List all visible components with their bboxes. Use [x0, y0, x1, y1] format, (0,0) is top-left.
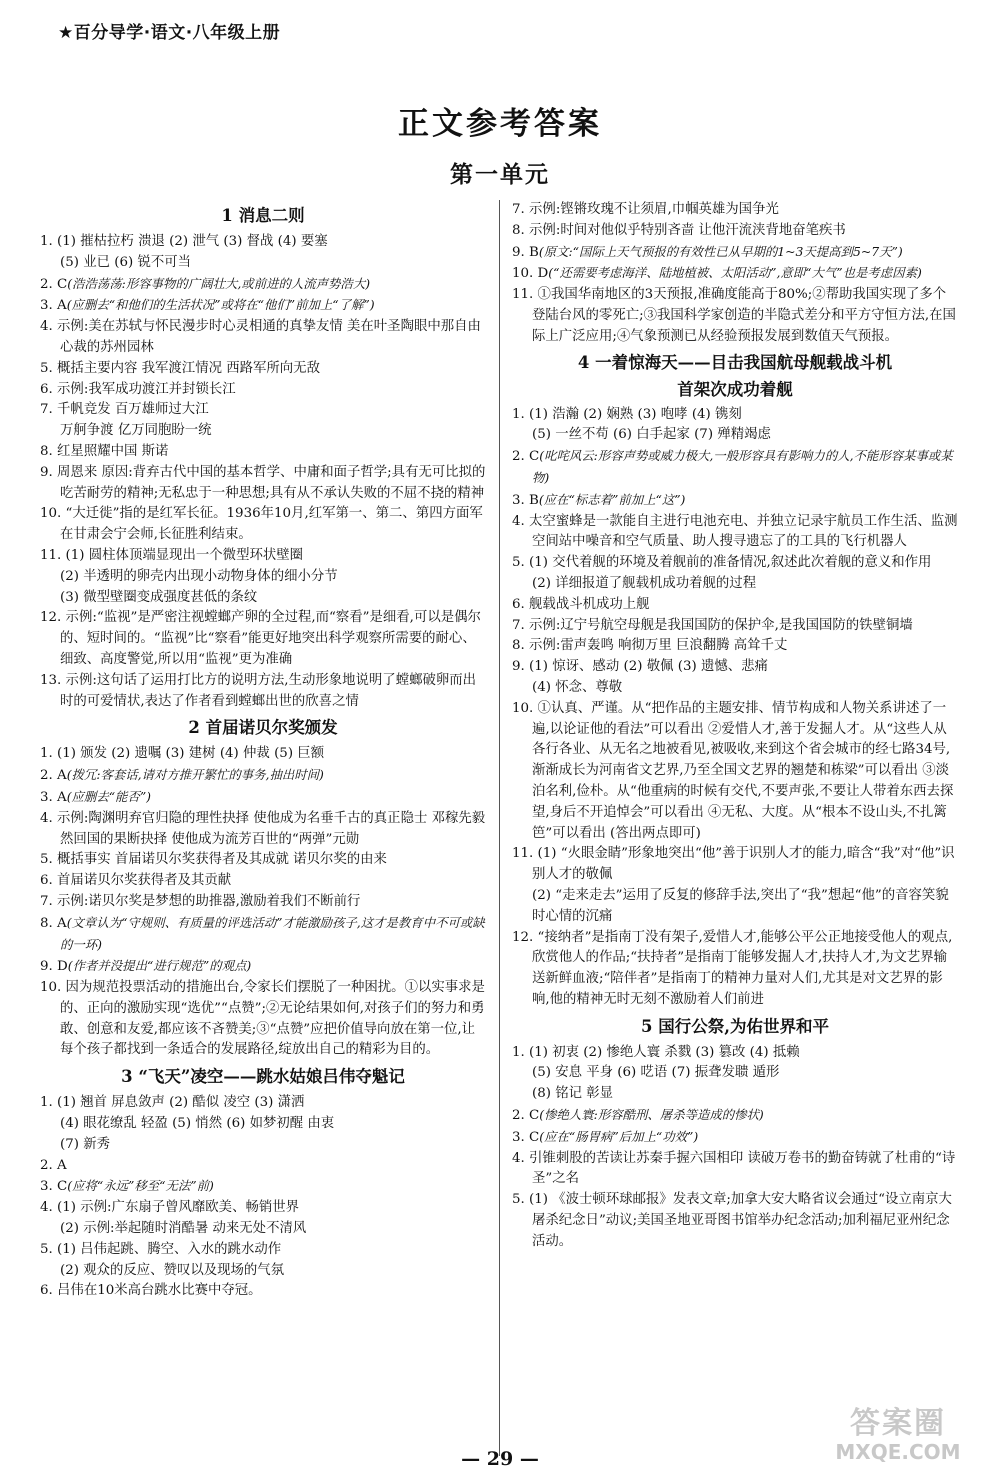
answer-item — [40, 1281, 486, 1302]
answer-text: 6. 舰载战斗机成功上舰 — [512, 596, 650, 612]
answer-text: 4 一着惊海天——目击我国航母舰载战斗机 — [577, 352, 893, 372]
answer-item — [40, 1240, 486, 1261]
answer-text: 5. (1) 交代着舰的环境及着舰前的准备情况,叙述此次着舰的意义和作用 — [512, 555, 932, 571]
answer-text: 4. 示例:美在苏轼与怀民漫步时心灵相通的真挚友情 美在叶圣陶眼中那自由心裁的苏州园林 — [40, 319, 481, 355]
answer-item — [40, 913, 486, 957]
answer-item — [40, 1156, 486, 1177]
answer-text: 13. 示例:这句话了运用打比方的说明方法,生动形象地说明了螳螂破卵而出时的可爱情状,表达了作者看到螳螂出世的欣喜之情 — [40, 672, 477, 709]
answer-text: 2. C — [512, 449, 540, 465]
answer-item — [512, 553, 958, 574]
answer-note: (拨冗:客套话,请对方推开繁忙的事务,抽出时间) — [66, 767, 324, 783]
answer-subline — [40, 588, 486, 609]
answer-text: 12. 示例:“监视”是严密注视螳螂产卵的全过程,而“察看”是细看,可以是偶尔的、短时间的。“监视”比“察看”能更好地突出科学观察所需要的耐心、细致、高度警觉,所以用“监视”更为准确 — [40, 610, 481, 667]
answer-item — [512, 595, 958, 616]
answer-text: 5. 概括主要内容 我军渡江情况 西路军所向无敌 — [40, 360, 320, 376]
answer-text: 11. (1) 圆柱体顶端显现出一个微型环状壁圈 — [40, 547, 304, 563]
answer-text: 7. 示例:铿锵玫瑰不让须眉,巾帼英雄为国争光 — [512, 202, 779, 217]
answer-text: 3. A — [40, 298, 67, 314]
answer-text: 2. C — [40, 276, 68, 292]
answer-text: 首架次成功着舰 — [677, 379, 793, 399]
answer-subline — [40, 1219, 486, 1240]
answer-item — [512, 405, 958, 426]
answer-text: 6. 首届诺贝尔奖获得者及其贡献 — [40, 873, 232, 889]
answer-item — [40, 1198, 486, 1219]
section-heading — [512, 378, 958, 402]
answer-item — [40, 608, 486, 670]
answer-text: (8) 铭记 彰显 — [532, 1086, 614, 1102]
left-column — [40, 200, 486, 1302]
answer-text: 10. D — [512, 266, 549, 282]
answer-text: 3. C — [40, 1179, 68, 1195]
answer-item — [512, 844, 958, 886]
answer-text: 1. (1) 初衷 (2) 惨绝人寰 杀戮 (3) 篡改 (4) 抵赖 — [512, 1044, 800, 1060]
answer-text: 2 首届诺贝尔奖颁发 — [188, 718, 338, 738]
answer-note: (浩浩荡荡:形容事物的广阔壮大,或前进的人流声势浩大) — [67, 275, 371, 291]
page-number: — 29 — — [461, 1448, 539, 1470]
answer-subline — [512, 678, 958, 699]
answer-text: 1. (1) 颁发 (2) 遗嘱 (3) 建树 (4) 仲裁 (5) 巨额 — [40, 746, 325, 762]
answer-item — [40, 442, 486, 463]
answer-item — [512, 285, 958, 347]
answer-text: 3. A — [40, 789, 67, 805]
answer-item — [512, 1190, 958, 1252]
answer-item — [40, 1093, 486, 1114]
answer-text: 9. 周恩来 原因:背弃古代中国的基本哲学、中庸和面子哲学;具有无可比拟的吃苦耐劳的精神;无私忠于一种思想;具有从不承认失败的不屈不挠的精神 — [40, 464, 486, 501]
answer-text: 4. 引锥刺股的苦读让苏秦手握六国相印 读破万卷书的勤奋铸就了杜甫的“诗圣”之名 — [512, 1150, 956, 1187]
answer-text: 8. 红星照耀中国 斯诺 — [40, 443, 169, 459]
answer-text: 4. 太空蜜蜂是一款能自主进行电池充电、并独立记录宇航员工作生活、监测空间站中噪音和空气质量、助人搜寻遗忘了的工具的飞行机器人 — [512, 513, 958, 550]
answer-text: 1. (1) 浩瀚 (2) 娴熟 (3) 咆哮 (4) 镌刻 — [512, 406, 742, 422]
answer-subline — [40, 421, 486, 442]
answer-item — [40, 809, 486, 851]
answer-text: (2) 半透明的卵壳内出现小动物身体的细小分节 — [60, 568, 338, 584]
answer-text: 2. C — [512, 1108, 540, 1124]
answer-text: 3. B — [512, 492, 539, 508]
answer-text: 9. (1) 惊讶、感动 (2) 敬佩 (3) 遗憾、悲痛 — [512, 659, 768, 675]
answer-item — [512, 636, 958, 657]
answer-item — [512, 1127, 958, 1149]
answer-item — [512, 1043, 958, 1064]
answer-text: 5. (1) 《波士顿环球邮报》发表文章;加拿大安大略省议会通过“设立南京大屠杀纪念日”动议;美国圣地亚哥图书馆举办纪念活动;加利福尼亚州纪念活动。 — [512, 1192, 952, 1249]
answer-text: (4) 怀念、尊敬 — [532, 679, 623, 695]
answer-note: (文章认为“守规则、有质量的评选活动”才能激励孩子,这才是教育中不可或缺的一环) — [60, 914, 485, 952]
answer-subline — [40, 567, 486, 588]
answer-subline — [40, 1135, 486, 1156]
answer-item — [40, 892, 486, 913]
answer-item — [512, 446, 958, 490]
answer-text: 3 “飞天”凌空——跳水姑娘吕伟夺魁记 — [121, 1067, 405, 1087]
answer-note: (应删去“和他们的生活状况”或将在“他们”前加上“了解”) — [66, 297, 375, 313]
answer-note: (应将“永远”移至“无法”前) — [67, 1178, 214, 1194]
answer-note: (“还需要考虑海洋、陆地植被、太阳活动”,意即“大气”也是考虑因素) — [548, 265, 922, 281]
answer-text: 7. 千帆竞发 百万雄师过大江 — [40, 402, 209, 418]
answer-item — [40, 671, 486, 713]
answer-text: 7. 示例:诺贝尔奖是梦想的助推器,激励着我们不断前行 — [40, 893, 361, 909]
book-header: ★百分导学·语文·八年级上册 — [58, 23, 281, 43]
answer-subline — [40, 253, 486, 274]
answer-text: 10. 因为规范投票活动的措施出台,令家长们摆脱了一种困扰。①以实事求是的、正向的激励实现“选优”“点赞”;②无论结果如何,对孩子们的努力和勇敢、创意和友爱,都应该不吝赞美;③“点赞”应把价值导向放在第一位,让每个孩子都找到一条适合的发展路径,绽放出自己的精彩为目的。 — [40, 980, 485, 1058]
answer-item — [512, 490, 958, 512]
answer-text: 11. (1) “火眼金睛”形象地突出“他”善于识别人才的能力,暗含“我”对“他”识别人才的敬佩 — [512, 846, 955, 883]
answer-item — [512, 699, 958, 845]
answer-item — [512, 263, 958, 285]
answer-text: 4. (1) 示例:广东扇子曾风靡欧美、畅销世界 — [40, 1200, 300, 1216]
answer-text: (4) 眼花缭乱 轻盈 (5) 悄然 (6) 如梦初醒 由衷 — [60, 1116, 335, 1132]
answer-text: 5. (1) 吕伟起跳、腾空、入水的跳水动作 — [40, 1241, 282, 1257]
answer-text: 万舸争渡 亿万同胞盼一统 — [60, 423, 212, 439]
answer-text: (5) 安息 平身 (6) 呓语 (7) 振聋发聩 遁形 — [532, 1065, 780, 1081]
answer-item — [512, 221, 958, 242]
answer-text: (3) 微型壁圈变成强度甚低的条纹 — [60, 589, 258, 605]
answer-text: 3. C — [512, 1129, 540, 1145]
answer-item — [40, 765, 486, 787]
section-heading — [40, 1064, 486, 1090]
watermark-text: 答案圈 — [850, 1406, 946, 1441]
answer-item — [40, 232, 486, 253]
answer-item — [512, 200, 958, 221]
answer-text: 4. 示例:陶渊明弃官归隐的理性抉择 使他成为名垂千古的真正隐士 邓稼先毅然回国的果断抉择 使他成为流芳百世的“两弹”元勋 — [40, 810, 486, 847]
answer-text: 6. 示例:我军成功渡江并封锁长江 — [40, 381, 236, 397]
answer-item — [40, 400, 486, 421]
page-title: 正文参考答案 — [398, 106, 602, 142]
answer-note: (原文:“国际上天气预报的有效性已从早期的1~3天提高到5~7天”) — [538, 243, 903, 259]
answer-item — [512, 242, 958, 264]
answer-item — [40, 956, 486, 978]
answer-note: (应删去“能否”) — [66, 788, 151, 804]
answer-item — [512, 928, 958, 1011]
answer-item — [40, 546, 486, 567]
answer-item — [40, 295, 486, 317]
answer-item — [40, 380, 486, 401]
answer-item — [40, 978, 486, 1061]
answer-text: 12. “接纳者”是指南丁没有架子,爱惜人才,能够公平公正地接受他人的观点,欣赏他人的作品;“扶持者”是指南丁能够发掘人才,扶持人才,为文艺界输送新鲜血液;“陪伴者”是指南丁的精神力量对人们,尤其是对文艺界的影响,他的精神无时无刻不激励着人们前进 — [512, 929, 953, 1007]
section-heading — [512, 1014, 958, 1040]
answer-item — [40, 744, 486, 765]
answer-text: 10. “大迁徙”指的是红军长征。1936年10月,红军第一、第二、第四方面军在甘肃会宁会师,长征胜利结束。 — [40, 506, 483, 543]
answer-text: (2) “走来走去”运用了反复的修辞手法,突出了“我”想起“他”的音容笑貌时心情的沉痛 — [532, 887, 949, 924]
answer-item — [512, 657, 958, 678]
answer-item — [40, 850, 486, 871]
answer-text: 1 消息二则 — [221, 206, 305, 225]
answer-text: 7. 示例:辽宁号航空母舰是我国国防的保护伞,是我国国防的铁壁铜墙 — [512, 617, 913, 633]
answer-subline — [512, 886, 958, 928]
unit-title: 第一单元 — [450, 161, 550, 188]
answer-text: 2. A — [40, 1157, 67, 1173]
answer-item — [40, 787, 486, 809]
answer-note: (作者并没提出“进行规范”的观点) — [67, 958, 252, 974]
watermark-url: MXQE.COM — [835, 1440, 961, 1464]
section-heading — [40, 715, 486, 741]
answer-text: 10. ①认真、严谨。从“把作品的主题安排、情节构成和人物关系讲述了一遍,以论证他的看法”可以看出 ②爱惜人才,善于发掘人才。从“这些人从各行各业、从无名之地被看见,被吸收,来到这个省会城市的经七路34号,渐渐成长为河南省文艺界,乃至全国文艺界的翘楚和栋梁”可以看出 ③淡泊名利,俭朴。从“他重病的时候有交代,不要声张,不要让人带着东西去探望,身后不开追悼会”可以看出 ④无私、大度。从“根本不设山头,不扎篱笆”可以看出 (答出两点即可) — [512, 700, 954, 841]
answer-item — [40, 359, 486, 380]
watermark-logo — [814, 1406, 982, 1476]
answer-subline — [512, 425, 958, 446]
answer-note: (应在“肠胃病”后加上“功效”) — [539, 1128, 699, 1144]
answer-item — [512, 512, 958, 554]
answer-text: 5 国行公祭,为佑世界和平 — [641, 1016, 829, 1036]
answer-text: 5. 概括事实 首届诺贝尔奖获得者及其成就 诺贝尔奖的由来 — [40, 852, 387, 868]
answer-subline — [512, 574, 958, 595]
answer-text: (5) 业已 (6) 锐不可当 — [60, 254, 192, 270]
section-heading — [40, 203, 486, 229]
section-heading — [512, 351, 958, 375]
answer-subline — [40, 1261, 486, 1282]
answer-text: (5) 一丝不苟 (6) 白手起家 (7) 殚精竭虑 — [532, 427, 771, 443]
answer-item — [40, 1176, 486, 1198]
answer-item — [40, 317, 486, 359]
answer-note: (叱咤风云:形容声势或威力极大,一般形容具有影响力的人,不能形容某事或某物) — [532, 448, 953, 485]
column-divider — [499, 200, 500, 1456]
answer-text: (7) 新秀 — [60, 1136, 111, 1152]
answer-text: 8. A — [40, 915, 67, 931]
answer-text: 9. D — [40, 959, 68, 975]
right-column — [512, 200, 958, 1253]
answer-subline — [512, 1084, 958, 1105]
answer-text: (2) 观众的反应、赞叹以及现场的气氛 — [60, 1262, 285, 1278]
answer-item — [40, 504, 486, 546]
answer-item — [40, 463, 486, 505]
answer-text: 1. (1) 摧枯拉朽 溃退 (2) 泄气 (3) 督战 (4) 要塞 — [40, 234, 328, 249]
answer-text: 9. B — [512, 244, 539, 260]
answer-item — [512, 616, 958, 637]
answer-text: 2. A — [40, 768, 67, 784]
answer-item — [40, 871, 486, 892]
answer-item — [40, 274, 486, 296]
answer-item — [512, 1105, 958, 1127]
answer-text: 8. 示例:时间对他似乎特别吝啬 让他汗流浃背地奋笔疾书 — [512, 222, 846, 238]
answer-note: (应在“标志着”前加上“这”) — [538, 491, 686, 507]
answer-text: 1. (1) 翘首 屏息敛声 (2) 酷似 凌空 (3) 潇洒 — [40, 1095, 305, 1111]
answer-text: 11. ①我国华南地区的3天预报,准确度能高于80%;②帮助我国实现了多个登陆台风的零死亡;③我国科学家创造的半隐式差分和平方守恒方法,在国际上广泛应用;④气象预测已从经验预报发展到数值天气预报。 — [512, 287, 956, 344]
answer-text: 6. 吕伟在10米高台跳水比赛中夺冠。 — [40, 1283, 262, 1299]
answer-subline — [512, 1063, 958, 1084]
answer-text: (2) 示例:举起随时消酷暑 动来无处不清风 — [60, 1221, 307, 1237]
answer-text: (2) 详细报道了舰载机成功着舰的过程 — [532, 575, 757, 591]
answer-note: (惨绝人寰:形容酷刑、屠杀等造成的惨状) — [539, 1107, 764, 1123]
answer-text: 8. 示例:雷声轰鸣 响彻万里 巨浪翻腾 高耸千丈 — [512, 638, 788, 654]
answer-item — [512, 1149, 958, 1191]
answer-subline — [40, 1114, 486, 1135]
